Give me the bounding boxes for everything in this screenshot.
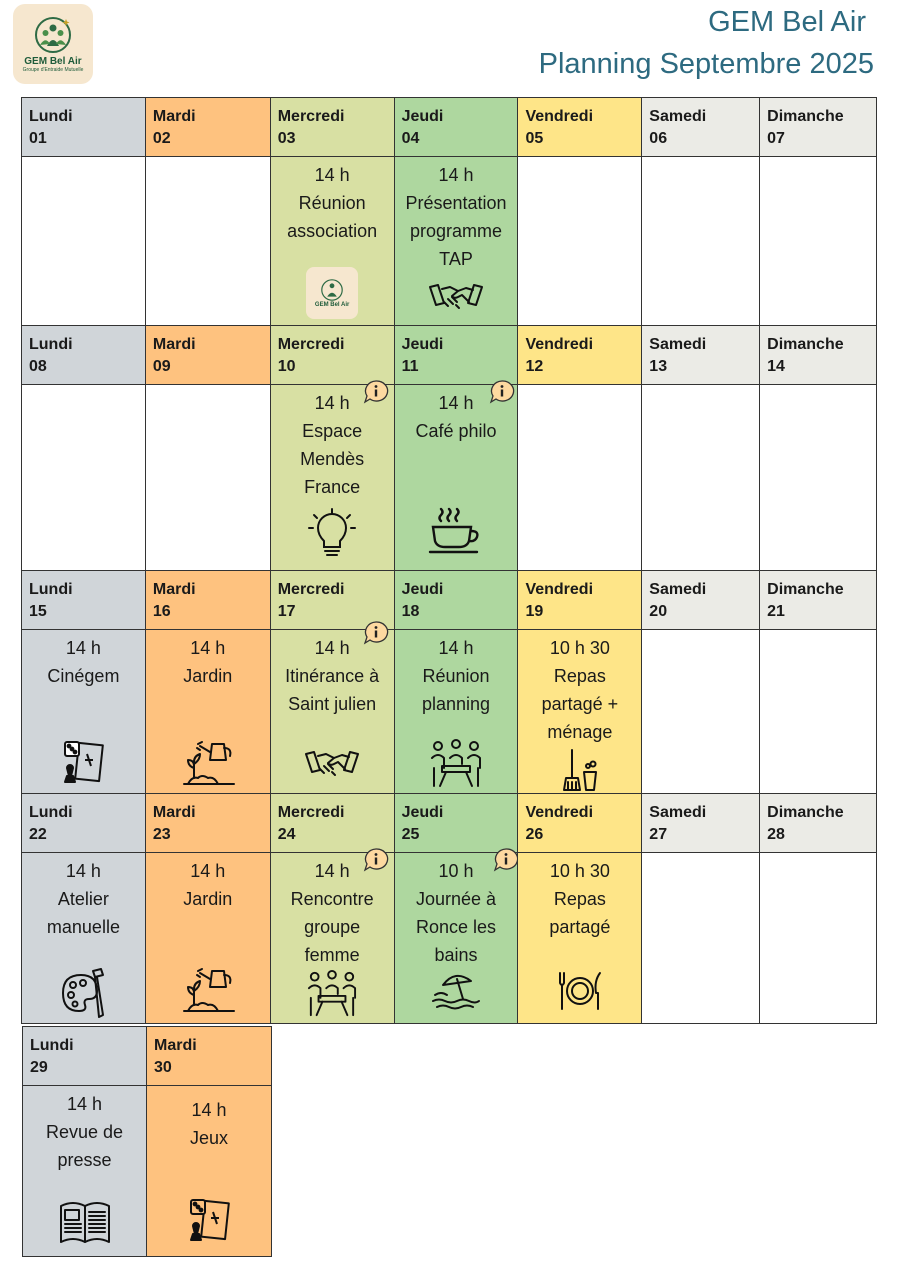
day-body [642, 157, 759, 325]
day-body [271, 853, 394, 1024]
day-date: 16 [152, 603, 171, 620]
day-body [147, 1086, 271, 1257]
event-title-line: Cinégem [47, 666, 120, 686]
day-name: Jeudi [401, 804, 444, 821]
event-title-line: Saint julien [288, 694, 377, 714]
event-title-line: manuelle [46, 917, 120, 937]
day-date: 29 [30, 1059, 48, 1076]
day-body [395, 630, 518, 793]
watering-can-garden-icon [180, 965, 236, 1015]
event-time: 14 h [191, 1100, 227, 1120]
day-date: 19 [525, 603, 544, 620]
day-date: 08 [29, 358, 47, 375]
day-date: 13 [649, 358, 668, 375]
day-date: 11 [401, 358, 419, 375]
people-logo-icon [320, 278, 344, 302]
day-header [395, 97, 518, 157]
event-time: 14 h [65, 638, 101, 658]
event-title-line: planning [421, 694, 491, 714]
event-title-line: programme [409, 221, 503, 241]
event-title-line: TAP [439, 249, 473, 269]
day-header [395, 793, 518, 853]
day-body [23, 1086, 146, 1257]
event-title-line: partagé + [541, 694, 619, 714]
day-body [146, 853, 270, 1024]
day-cell [271, 325, 395, 570]
day-name: Jeudi [401, 108, 444, 125]
day-cell [147, 1026, 272, 1257]
day-header [22, 97, 145, 157]
event [518, 630, 641, 746]
week-row [21, 793, 877, 1024]
day-body [642, 853, 759, 1024]
day-body [271, 630, 394, 793]
day-cell [146, 97, 271, 325]
day-body [271, 385, 394, 570]
day-date: 02 [152, 130, 171, 147]
day-name: Mardi [152, 336, 196, 353]
event-time: 10 h [438, 861, 474, 881]
event [147, 1086, 271, 1152]
day-body [146, 157, 270, 325]
day-cell [22, 325, 146, 570]
week-row [21, 97, 877, 325]
event-title-line: partagé [549, 917, 611, 937]
event-time: 14 h [314, 165, 350, 185]
day-body [518, 385, 641, 570]
day-header [146, 793, 270, 853]
page-header [539, 2, 874, 86]
day-date: 05 [525, 130, 544, 147]
day-name: Vendredi [525, 804, 594, 821]
event-time: 14 h [66, 1094, 103, 1114]
day-cell [642, 325, 760, 570]
day-date: 14 [767, 358, 785, 375]
meeting-group-icon [304, 969, 360, 1019]
event-title-line: Réunion [422, 666, 490, 686]
event-title-line: Rencontre [290, 889, 374, 909]
day-date: 25 [401, 826, 420, 843]
day-name: Mercredi [277, 804, 345, 821]
day-date: 26 [525, 826, 544, 843]
event [23, 1086, 146, 1174]
day-name: Mardi [152, 804, 196, 821]
day-name: Mercredi [277, 336, 345, 353]
day-body [22, 157, 145, 325]
day-body [518, 630, 641, 793]
event-title-line: France [304, 477, 361, 497]
day-date: 28 [767, 826, 785, 843]
day-name: Mercredi [277, 108, 345, 125]
day-date: 18 [401, 603, 420, 620]
day-header [642, 793, 759, 853]
day-name: Dimanche [767, 804, 844, 821]
logo-mini-text: GEM Bel Air [314, 302, 350, 308]
event-title-line: Itinérance à [285, 666, 380, 686]
event-title-line: Jardin [183, 666, 233, 686]
event-time: 10 h 30 [549, 861, 610, 881]
day-name: Lundi [30, 1037, 74, 1054]
day-header [22, 570, 145, 630]
event [518, 853, 641, 941]
day-header [642, 325, 759, 385]
event-time: 14 h [190, 861, 226, 881]
day-name: Jeudi [401, 581, 444, 598]
day-name: Mercredi [277, 581, 345, 598]
event-time: 14 h [438, 393, 474, 413]
day-header [760, 97, 876, 157]
day-name: Mardi [152, 581, 196, 598]
day-cell [271, 570, 395, 793]
day-date: 22 [29, 826, 47, 843]
day-date: 06 [649, 130, 668, 147]
day-date: 27 [649, 826, 668, 843]
day-header [271, 793, 394, 853]
day-date: 12 [525, 358, 544, 375]
handshake-icon [428, 277, 484, 317]
day-header [146, 570, 270, 630]
event-title-line: Ronce les [415, 917, 497, 937]
day-cell [22, 793, 146, 1024]
event-title-line: Repas [553, 889, 606, 909]
info-bubble-icon [363, 379, 389, 405]
day-body [22, 630, 145, 793]
day-header [760, 570, 876, 630]
day-name: Lundi [29, 336, 73, 353]
event [271, 157, 394, 245]
day-body [146, 385, 270, 570]
day-name: Dimanche [767, 108, 844, 125]
day-name: Lundi [29, 108, 73, 125]
week-row [21, 570, 877, 793]
event [395, 630, 518, 718]
day-name: Mardi [152, 108, 196, 125]
page-title: Planning Septembre 2025 [538, 48, 874, 80]
meeting-group-icon [428, 738, 484, 790]
event-title-line: femme [304, 945, 360, 965]
logo-subtext: Groupe d'Entraide Mutuelle [22, 67, 84, 73]
day-date: 01 [29, 130, 47, 147]
newspaper-icon [57, 1198, 113, 1246]
event-title-line: Atelier [57, 889, 109, 909]
logo-text: GEM Bel Air [24, 56, 82, 67]
event-title-line: ménage [547, 722, 613, 742]
day-cell [23, 1026, 147, 1257]
day-body [271, 157, 394, 325]
paint-palette-icon [59, 965, 107, 1021]
event-title-line: Revue de [45, 1122, 124, 1142]
info-bubble-icon [363, 847, 389, 873]
day-cell [395, 570, 519, 793]
day-cell [760, 97, 877, 325]
day-cell [146, 570, 271, 793]
week-row [22, 1026, 272, 1257]
event-title-line: Espace [302, 421, 363, 441]
event-title-line: Réunion [298, 193, 366, 213]
event [146, 853, 270, 913]
day-date: 09 [152, 358, 171, 375]
day-cell [518, 325, 642, 570]
board-game-icon [61, 738, 105, 788]
day-date: 20 [649, 603, 668, 620]
day-date: 15 [29, 603, 47, 620]
event-time: 14 h [314, 393, 350, 413]
event-title-line: presse [57, 1150, 112, 1170]
day-name: Jeudi [401, 336, 444, 353]
day-body [22, 853, 145, 1024]
day-date: 10 [277, 358, 296, 375]
day-header [147, 1026, 271, 1086]
day-name: Samedi [649, 336, 707, 353]
day-cell [642, 97, 760, 325]
day-date: 24 [277, 826, 296, 843]
day-header [518, 97, 641, 157]
day-cell [760, 570, 877, 793]
day-date: 04 [401, 130, 420, 147]
event-title-line: Café philo [415, 421, 497, 441]
coffee-cup-icon [427, 505, 485, 557]
event-title-line: Repas [553, 666, 606, 686]
calendar-grid [21, 97, 877, 1024]
event-time: 14 h [314, 861, 350, 881]
calendar-grid-last-week [22, 1026, 272, 1257]
day-name: Vendredi [525, 336, 594, 353]
event-title-line: groupe [304, 917, 361, 937]
day-cell [395, 97, 519, 325]
plate-cutlery-icon [556, 971, 604, 1011]
info-bubble-icon [363, 620, 389, 646]
day-cell [518, 793, 642, 1024]
day-name: Lundi [29, 581, 73, 598]
day-name: Vendredi [525, 581, 594, 598]
day-cell [518, 570, 642, 793]
event [146, 630, 270, 690]
board-game-icon [187, 1196, 231, 1246]
day-cell [271, 793, 395, 1024]
event [395, 157, 518, 273]
day-cell [395, 325, 519, 570]
broom-bucket-icon [560, 748, 600, 792]
day-name: Dimanche [767, 336, 844, 353]
week-row [21, 325, 877, 570]
day-body [395, 157, 518, 325]
day-header [760, 793, 876, 853]
event-title-line: Jardin [183, 889, 233, 909]
gem-logo [13, 4, 93, 84]
event-title-line: bains [434, 945, 478, 965]
day-header [146, 97, 270, 157]
day-name: Dimanche [767, 581, 844, 598]
day-cell [760, 325, 877, 570]
day-header [395, 570, 518, 630]
day-header [271, 97, 394, 157]
day-date: 17 [277, 603, 296, 620]
day-body [642, 630, 759, 793]
day-body [760, 630, 876, 793]
lightbulb-icon [308, 507, 356, 559]
day-cell [271, 97, 395, 325]
day-header [22, 793, 145, 853]
event-time: 14 h [438, 165, 474, 185]
day-header [395, 325, 518, 385]
day-body [760, 853, 876, 1024]
day-name: Samedi [649, 581, 707, 598]
event-time: 14 h [65, 861, 101, 881]
day-cell [642, 793, 760, 1024]
info-bubble-icon [489, 379, 515, 405]
info-bubble-icon [493, 847, 519, 873]
day-header [23, 1026, 146, 1086]
site-name: GEM Bel Air [708, 6, 866, 38]
day-header [760, 325, 876, 385]
day-header [518, 570, 641, 630]
event [22, 853, 145, 941]
day-body [22, 385, 145, 570]
day-cell [146, 793, 271, 1024]
day-body [146, 630, 270, 793]
day-header [22, 325, 145, 385]
event-title-line: Journée à [415, 889, 497, 909]
day-name: Vendredi [525, 108, 594, 125]
event-title-line: Jeux [189, 1128, 229, 1148]
day-cell [22, 570, 146, 793]
day-cell [395, 793, 519, 1024]
day-body [518, 157, 641, 325]
people-logo-icon [33, 15, 73, 55]
day-body [395, 853, 518, 1024]
event-title-line: association [287, 221, 378, 241]
beach-umbrella-icon [431, 969, 481, 1013]
day-name: Mardi [154, 1037, 197, 1054]
day-date: 30 [154, 1059, 172, 1076]
day-cell [642, 570, 760, 793]
day-header [146, 325, 270, 385]
gem-logo-icon [306, 267, 358, 319]
event-title-line: Mendès [300, 449, 365, 469]
event-title-line: Présentation [405, 193, 507, 213]
day-name: Samedi [649, 108, 707, 125]
day-cell [760, 793, 877, 1024]
day-name: Samedi [649, 804, 707, 821]
event-time: 14 h [314, 638, 350, 658]
day-date: 07 [767, 130, 785, 147]
event-time: 14 h [438, 638, 474, 658]
day-header [518, 325, 641, 385]
event-time: 10 h 30 [549, 638, 610, 658]
day-header [642, 97, 759, 157]
day-header [271, 325, 394, 385]
event [22, 630, 145, 690]
watering-can-garden-icon [180, 738, 236, 788]
day-cell [22, 97, 146, 325]
day-date: 03 [277, 130, 296, 147]
day-header [642, 570, 759, 630]
day-date: 21 [767, 603, 785, 620]
day-header [518, 793, 641, 853]
day-body [518, 853, 641, 1024]
handshake-icon [304, 744, 360, 784]
day-body [395, 385, 518, 570]
day-body [760, 385, 876, 570]
day-cell [146, 325, 271, 570]
day-cell [518, 97, 642, 325]
day-date: 23 [152, 826, 171, 843]
event-time: 14 h [190, 638, 226, 658]
day-name: Lundi [29, 804, 73, 821]
day-body [760, 157, 876, 325]
day-body [642, 385, 759, 570]
